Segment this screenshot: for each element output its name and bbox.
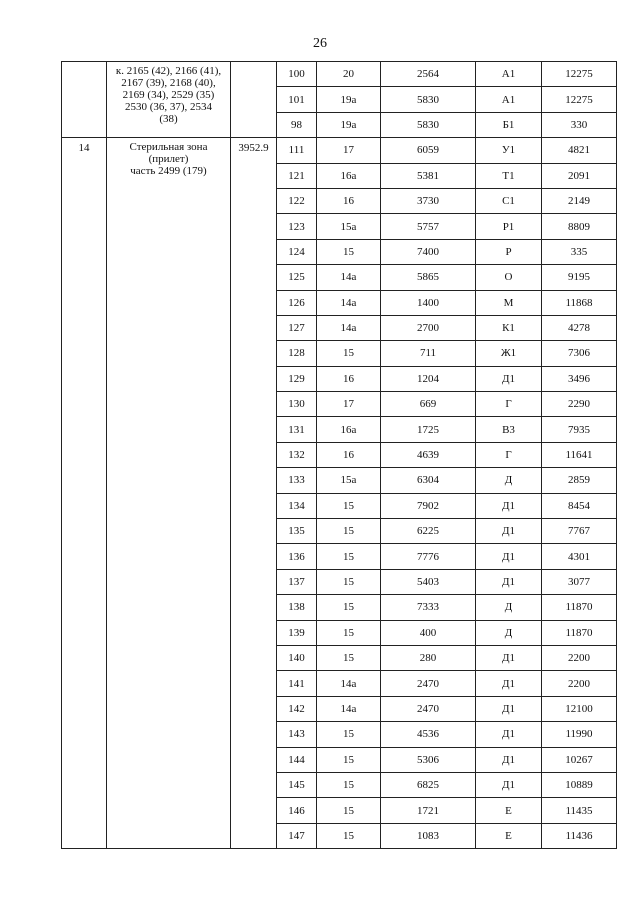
column-value-cell: 16а xyxy=(317,417,381,442)
id-cell: 11870 xyxy=(542,620,617,645)
column-value-cell: 15 xyxy=(317,239,381,264)
code-cell: Е xyxy=(476,798,542,823)
length-cell: 1083 xyxy=(381,823,476,848)
group-number-cell xyxy=(62,62,107,138)
code-cell: Т1 xyxy=(476,163,542,188)
point-number-cell: 132 xyxy=(277,442,317,467)
length-cell: 5381 xyxy=(381,163,476,188)
point-number-cell: 147 xyxy=(277,823,317,848)
length-cell: 6304 xyxy=(381,468,476,493)
point-number-cell: 125 xyxy=(277,265,317,290)
column-value-cell: 20 xyxy=(317,62,381,87)
id-cell: 9195 xyxy=(542,265,617,290)
description-line: (38) xyxy=(159,113,178,125)
length-cell: 7776 xyxy=(381,544,476,569)
point-number-cell: 134 xyxy=(277,493,317,518)
code-cell: Р1 xyxy=(476,214,542,239)
point-number-cell: 136 xyxy=(277,544,317,569)
length-cell: 6225 xyxy=(381,519,476,544)
column-value-cell: 15 xyxy=(317,341,381,366)
point-number-cell: 143 xyxy=(277,722,317,747)
id-cell: 11870 xyxy=(542,595,617,620)
length-cell: 5757 xyxy=(381,214,476,239)
description-line: часть 2499 (179) xyxy=(130,165,207,178)
code-cell: К1 xyxy=(476,315,542,340)
length-cell: 1204 xyxy=(381,366,476,391)
id-cell: 2290 xyxy=(542,392,617,417)
group-number-cell: 14 xyxy=(62,138,107,849)
data-table xyxy=(61,61,617,849)
length-cell: 1725 xyxy=(381,417,476,442)
description-line: к. 2165 (42), 2166 (41), xyxy=(115,65,222,77)
id-cell: 3077 xyxy=(542,569,617,594)
column-value-cell: 15 xyxy=(317,722,381,747)
group-area-cell xyxy=(231,62,277,138)
group-description-cell xyxy=(107,62,231,138)
point-number-cell: 141 xyxy=(277,671,317,696)
id-cell: 7306 xyxy=(542,341,617,366)
point-number-cell: 145 xyxy=(277,772,317,797)
point-number-cell: 128 xyxy=(277,341,317,366)
id-cell: 10889 xyxy=(542,772,617,797)
id-cell: 2091 xyxy=(542,163,617,188)
code-cell: А1 xyxy=(476,87,542,112)
length-cell: 2564 xyxy=(381,62,476,87)
column-value-cell: 16 xyxy=(317,442,381,467)
column-value-cell: 14а xyxy=(317,696,381,721)
code-cell: Д1 xyxy=(476,493,542,518)
code-cell: Д xyxy=(476,595,542,620)
code-cell: С1 xyxy=(476,188,542,213)
length-cell: 400 xyxy=(381,620,476,645)
point-number-cell: 124 xyxy=(277,239,317,264)
code-cell: Д1 xyxy=(476,645,542,670)
point-number-cell: 100 xyxy=(277,62,317,87)
id-cell: 335 xyxy=(542,239,617,264)
column-value-cell: 15 xyxy=(317,645,381,670)
length-cell: 1721 xyxy=(381,798,476,823)
code-cell: Д1 xyxy=(476,772,542,797)
code-cell: А1 xyxy=(476,62,542,87)
description-line: 2167 (39), 2168 (40), xyxy=(121,77,216,89)
column-value-cell: 16 xyxy=(317,188,381,213)
point-number-cell: 133 xyxy=(277,468,317,493)
length-cell: 6059 xyxy=(381,138,476,163)
group-area-cell: 3952.9 xyxy=(231,138,277,849)
length-cell: 3730 xyxy=(381,188,476,213)
column-value-cell: 15 xyxy=(317,595,381,620)
point-number-cell: 131 xyxy=(277,417,317,442)
id-cell: 8454 xyxy=(542,493,617,518)
column-value-cell: 15 xyxy=(317,569,381,594)
id-cell: 2200 xyxy=(542,645,617,670)
id-cell: 7767 xyxy=(542,519,617,544)
point-number-cell: 121 xyxy=(277,163,317,188)
point-number-cell: 123 xyxy=(277,214,317,239)
code-cell: Д1 xyxy=(476,569,542,594)
code-cell: Д1 xyxy=(476,696,542,721)
code-cell: Д1 xyxy=(476,544,542,569)
description-line: (прилет) xyxy=(148,153,189,166)
id-cell: 4821 xyxy=(542,138,617,163)
code-cell: М xyxy=(476,290,542,315)
column-value-cell: 17 xyxy=(317,138,381,163)
point-number-cell: 127 xyxy=(277,315,317,340)
length-cell: 6825 xyxy=(381,772,476,797)
id-cell: 2859 xyxy=(542,468,617,493)
length-cell: 2470 xyxy=(381,696,476,721)
group-description-cell xyxy=(107,138,231,849)
id-cell: 12275 xyxy=(542,87,617,112)
column-value-cell: 15 xyxy=(317,772,381,797)
id-cell: 3496 xyxy=(542,366,617,391)
point-number-cell: 139 xyxy=(277,620,317,645)
code-cell: Д xyxy=(476,468,542,493)
column-value-cell: 14а xyxy=(317,315,381,340)
point-number-cell: 130 xyxy=(277,392,317,417)
code-cell: В3 xyxy=(476,417,542,442)
code-cell: Д1 xyxy=(476,671,542,696)
length-cell: 2700 xyxy=(381,315,476,340)
id-cell: 7935 xyxy=(542,417,617,442)
code-cell: Д1 xyxy=(476,747,542,772)
length-cell: 4536 xyxy=(381,722,476,747)
id-cell: 12100 xyxy=(542,696,617,721)
length-cell: 5830 xyxy=(381,87,476,112)
length-cell: 7333 xyxy=(381,595,476,620)
column-value-cell: 14а xyxy=(317,290,381,315)
code-cell: Г xyxy=(476,442,542,467)
id-cell: 8809 xyxy=(542,214,617,239)
length-cell: 5830 xyxy=(381,112,476,137)
point-number-cell: 126 xyxy=(277,290,317,315)
id-cell: 11990 xyxy=(542,722,617,747)
column-value-cell: 16 xyxy=(317,366,381,391)
id-cell: 11436 xyxy=(542,823,617,848)
description-line: 2530 (36, 37), 2534 xyxy=(124,101,213,113)
length-cell: 5865 xyxy=(381,265,476,290)
column-value-cell: 15 xyxy=(317,544,381,569)
column-value-cell: 17 xyxy=(317,392,381,417)
description-line: Стерильная зона xyxy=(129,141,208,154)
id-cell: 11435 xyxy=(542,798,617,823)
code-cell: Д1 xyxy=(476,366,542,391)
id-cell: 12275 xyxy=(542,62,617,87)
column-value-cell: 14а xyxy=(317,671,381,696)
column-value-cell: 15 xyxy=(317,798,381,823)
point-number-cell: 135 xyxy=(277,519,317,544)
length-cell: 7902 xyxy=(381,493,476,518)
length-cell: 5306 xyxy=(381,747,476,772)
point-number-cell: 101 xyxy=(277,87,317,112)
code-cell: Р xyxy=(476,239,542,264)
column-value-cell: 19а xyxy=(317,112,381,137)
table-row xyxy=(62,62,617,87)
length-cell: 669 xyxy=(381,392,476,417)
page-number: 26 xyxy=(313,36,327,51)
code-cell: Е xyxy=(476,823,542,848)
id-cell: 2200 xyxy=(542,671,617,696)
column-value-cell: 15а xyxy=(317,468,381,493)
column-value-cell: 15 xyxy=(317,493,381,518)
code-cell: Д1 xyxy=(476,519,542,544)
length-cell: 711 xyxy=(381,341,476,366)
code-cell: Г xyxy=(476,392,542,417)
column-value-cell: 15 xyxy=(317,823,381,848)
code-cell: У1 xyxy=(476,138,542,163)
point-number-cell: 111 xyxy=(277,138,317,163)
code-cell: О xyxy=(476,265,542,290)
point-number-cell: 144 xyxy=(277,747,317,772)
column-value-cell: 15 xyxy=(317,620,381,645)
id-cell: 2149 xyxy=(542,188,617,213)
point-number-cell: 142 xyxy=(277,696,317,721)
id-cell: 4301 xyxy=(542,544,617,569)
column-value-cell: 15 xyxy=(317,747,381,772)
point-number-cell: 137 xyxy=(277,569,317,594)
length-cell: 5403 xyxy=(381,569,476,594)
id-cell: 11868 xyxy=(542,290,617,315)
column-value-cell: 19а xyxy=(317,87,381,112)
length-cell: 7400 xyxy=(381,239,476,264)
code-cell: Д1 xyxy=(476,722,542,747)
point-number-cell: 140 xyxy=(277,645,317,670)
table-row xyxy=(62,138,617,163)
point-number-cell: 146 xyxy=(277,798,317,823)
id-cell: 4278 xyxy=(542,315,617,340)
length-cell: 4639 xyxy=(381,442,476,467)
length-cell: 1400 xyxy=(381,290,476,315)
point-number-cell: 138 xyxy=(277,595,317,620)
code-cell: Ж1 xyxy=(476,341,542,366)
id-cell: 10267 xyxy=(542,747,617,772)
description-line: 2169 (34), 2529 (35) xyxy=(122,89,215,101)
id-cell: 330 xyxy=(542,112,617,137)
column-value-cell: 14а xyxy=(317,265,381,290)
id-cell: 11641 xyxy=(542,442,617,467)
point-number-cell: 129 xyxy=(277,366,317,391)
point-number-cell: 122 xyxy=(277,188,317,213)
length-cell: 280 xyxy=(381,645,476,670)
code-cell: Д xyxy=(476,620,542,645)
length-cell: 2470 xyxy=(381,671,476,696)
point-number-cell: 98 xyxy=(277,112,317,137)
code-cell: Б1 xyxy=(476,112,542,137)
column-value-cell: 15 xyxy=(317,519,381,544)
column-value-cell: 15а xyxy=(317,214,381,239)
column-value-cell: 16а xyxy=(317,163,381,188)
